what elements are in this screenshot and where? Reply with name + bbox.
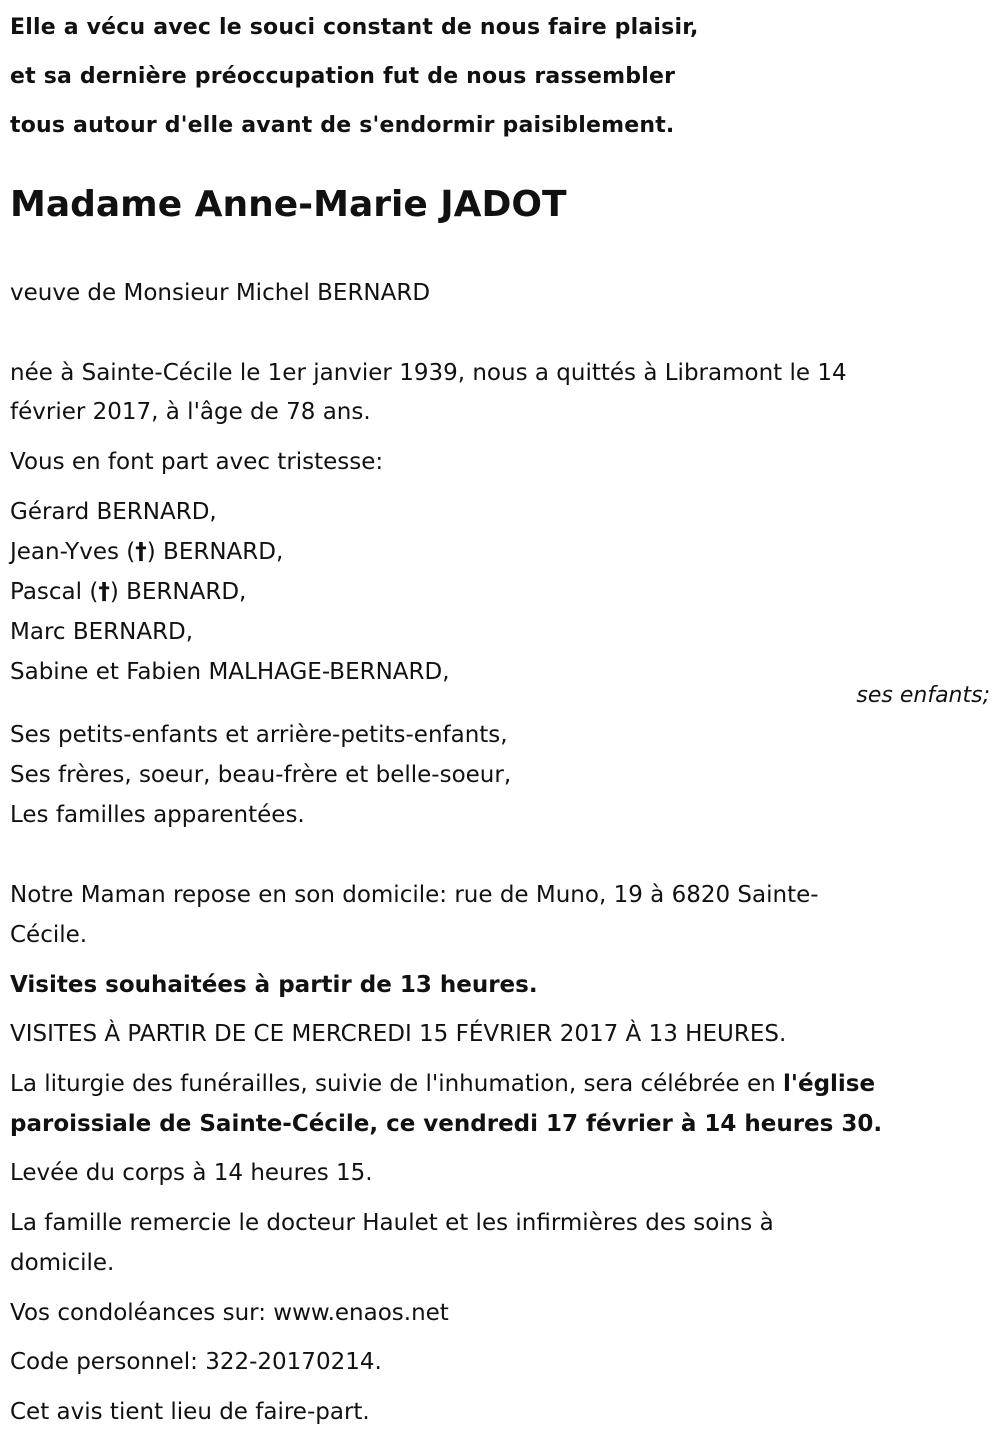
rest-line-1: Notre Maman repose en son domicile: rue de Muno, 19 à 6820 Sainte-	[10, 882, 819, 908]
funeral-line-2: paroissiale de Sainte-Cécile, ce vendredi 17 février à 14 heures 30.	[10, 1111, 883, 1137]
personal-code: Code personnel: 322-20170214.	[10, 1349, 382, 1375]
family-line-1: Ses petits-enfants et arrière-petits-enfants,	[10, 722, 508, 748]
child-5: Sabine et Fabien MALHAGE-BERNARD,	[10, 659, 450, 685]
quote-line-1: Elle a vécu avec le souci constant de nous faire plaisir,	[10, 15, 699, 40]
notice: Cet avis tient lieu de faire-part.	[10, 1399, 370, 1425]
condolences: Vos condoléances sur: www.enaos.net	[10, 1300, 449, 1326]
visits-caps: VISITES À PARTIR DE CE MERCREDI 15 FÉVRIER 2017 À 13 HEURES.	[10, 1021, 787, 1047]
announcement: Vous en font part avec tristesse:	[10, 449, 384, 475]
child-3	[10, 572, 246, 612]
funeral-line-1-bold: l'église	[783, 1071, 876, 1097]
quote-line-3: tous autour d'elle avant de s'endormir paisiblement.	[10, 113, 675, 138]
funeral-line-1	[10, 1064, 875, 1104]
cross-icon: †	[135, 539, 147, 565]
birth-death-line-2: février 2017, à l'âge de 78 ans.	[10, 399, 371, 425]
quote-line-2: et sa dernière préoccupation fut de nous rassembler	[10, 64, 676, 89]
child-2-first: Jean-Yves (	[10, 539, 136, 565]
deceased-name: Madame Anne-Marie JADOT	[10, 184, 567, 225]
children-role: ses enfants;	[856, 683, 990, 708]
widow-of-line: veuve de Monsieur Michel BERNARD	[10, 280, 431, 306]
cross-icon: †	[98, 579, 110, 605]
birth-death-line-1: née à Sainte-Cécile le 1er janvier 1939, nous a quittés à Libramont le 14	[10, 360, 847, 386]
visits-bold: Visites souhaitées à partir de 13 heures.	[10, 972, 538, 998]
family-line-3: Les familles apparentées.	[10, 802, 305, 828]
funeral-line-1-normal: La liturgie des funérailles, suivie de l'inhumation, sera célébrée en	[10, 1071, 784, 1097]
thanks-line-1: La famille remercie le docteur Haulet et les infirmières des soins à	[10, 1210, 774, 1236]
rest-line-2: Cécile.	[10, 922, 88, 948]
child-3-last: ) BERNARD,	[109, 579, 247, 605]
child-1: Gérard BERNARD,	[10, 499, 217, 525]
child-2-last: ) BERNARD,	[146, 539, 284, 565]
thanks-line-2: domicile.	[10, 1250, 115, 1276]
family-line-2: Ses frères, soeur, beau-frère et belle-soeur,	[10, 762, 512, 788]
child-2	[10, 532, 283, 572]
child-3-first: Pascal (	[10, 579, 99, 605]
body-lift: Levée du corps à 14 heures 15.	[10, 1160, 373, 1186]
child-4: Marc BERNARD,	[10, 619, 194, 645]
